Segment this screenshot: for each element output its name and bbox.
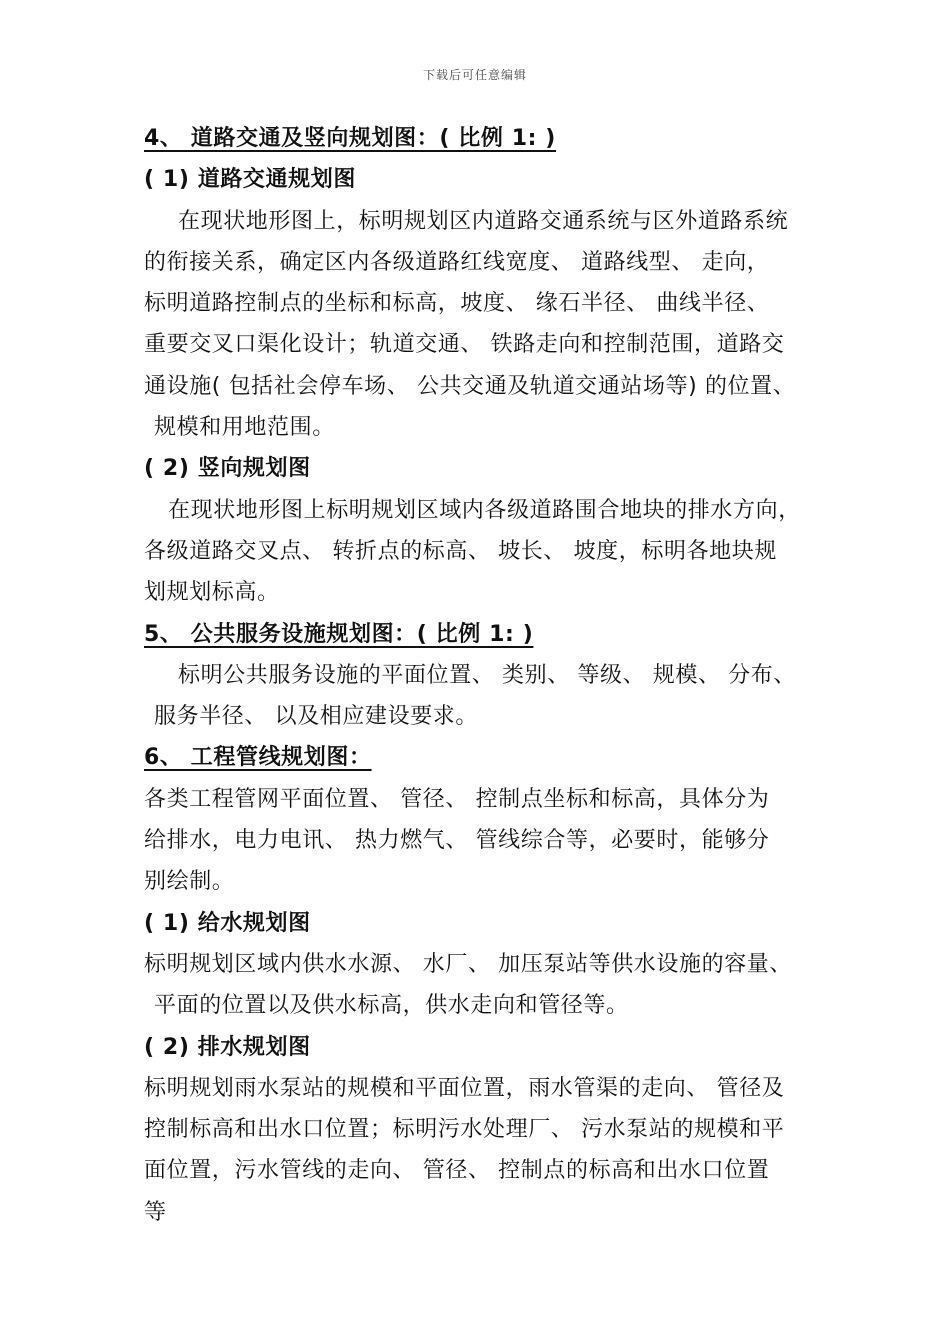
paragraph-line: 给排水，电力电讯、 热力燃气、 管线综合等，必要时，能够分: [144, 828, 770, 854]
paragraph-line: 各级道路交叉点、 转折点的标高、 坡长、 坡度，标明各地块规: [144, 538, 777, 564]
paragraph-line: 标明道路控制点的坐标和标高，坡度、 缘石半径、 曲线半径、: [144, 291, 770, 317]
subsection-heading-road-traffic: ( 1) 道路交通规划图: [144, 167, 356, 193]
section-heading-5: 5、 公共服务设施规划图：( 比例 1: ): [144, 621, 534, 647]
paragraph-line: 平面的位置以及供水标高，供水走向和管径等。: [154, 993, 629, 1019]
section-heading-6: 6、 工程管线规划图：: [144, 745, 372, 771]
paragraph-line: 各类工程管网平面位置、 管径、 控制点坐标和标高，具体分为: [144, 786, 770, 812]
paragraph-line: 划规划标高。: [144, 580, 280, 606]
paragraph-line: 别绘制。: [144, 869, 235, 895]
document-body: [144, 118, 834, 1233]
subsection-heading-vertical: ( 2) 竖向规划图: [144, 456, 311, 482]
paragraph-line: 标明公共服务设施的平面位置、 类别、 等级、 规模、 分布、: [178, 662, 796, 688]
watermark-text: 下载后可任意编辑: [422, 68, 527, 82]
paragraph-line: 标明规划雨水泵站的规模和平面位置，雨水管渠的走向、 管径及: [144, 1075, 785, 1101]
paragraph-line: 等: [144, 1199, 167, 1225]
paragraph-line: 控制标高和出水口位置；标明污水处理厂、 污水泵站的规模和平: [144, 1117, 785, 1143]
paragraph-line: 重要交叉口渠化设计；轨道交通、 铁路走向和控制范围，道路交: [144, 332, 785, 358]
paragraph-line: 通设施( 包括社会停车场、 公共交通及轨道交通站场等) 的位置、: [144, 373, 796, 399]
paragraph-line: 在现状地形图上，标明规划区内道路交通系统与区外道路系统: [178, 208, 789, 234]
paragraph-line: 规模和用地范围。: [154, 415, 335, 441]
paragraph-line: 标明规划区域内供水水源、 水厂、 加压泵站等供水设施的容量、: [144, 951, 792, 977]
paragraph-line: 的衔接关系，确定区内各级道路红线宽度、 道路线型、 走向，: [144, 249, 770, 275]
paragraph-line: 服务半径、 以及相应建设要求。: [154, 704, 478, 730]
subsection-heading-water-supply: ( 1) 给水规划图: [144, 910, 311, 936]
paragraph-line: 在现状地形图上标明规划区域内各级道路围合地块的排水方向，: [168, 497, 801, 523]
subsection-heading-drainage: ( 2) 排水规划图: [144, 1034, 311, 1060]
paragraph-line: 面位置，污水管线的走向、 管径、 控制点的标高和出水口位置: [144, 1158, 770, 1184]
section-heading-4: 4、 道路交通及竖向规划图：( 比例 1: ): [144, 126, 556, 151]
